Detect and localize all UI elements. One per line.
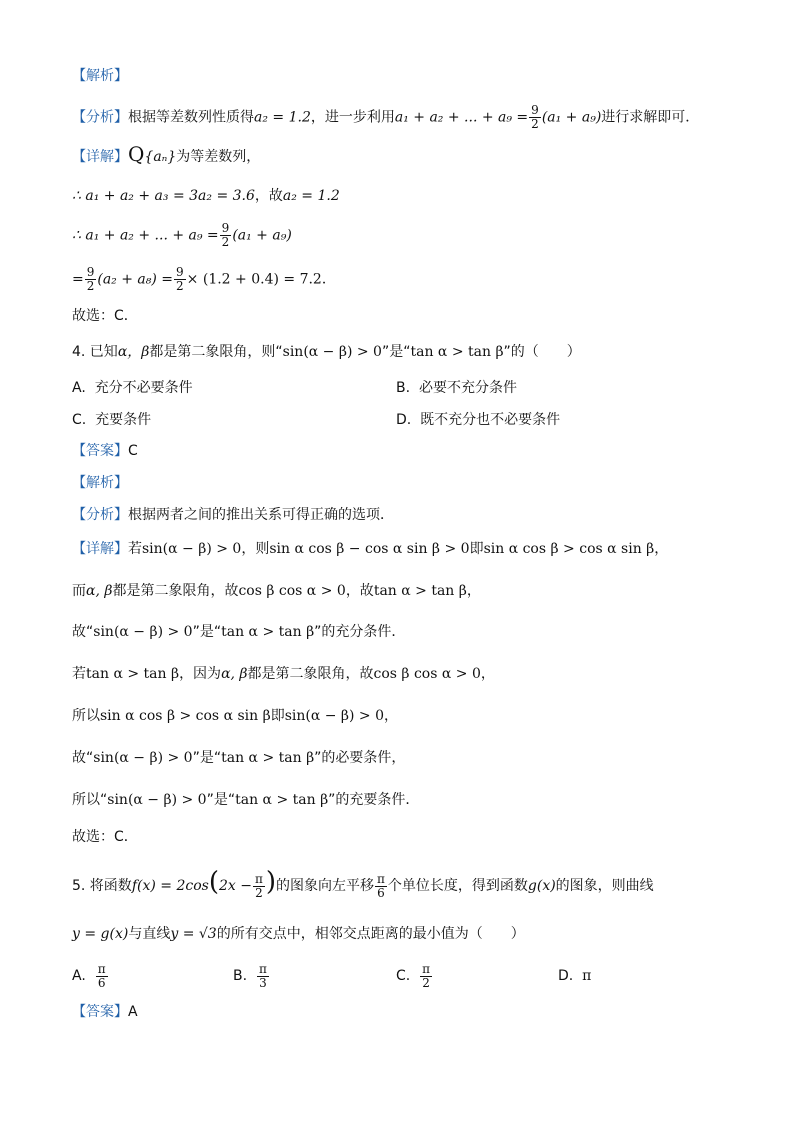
q4-option-b: B. 必要不充分条件 (396, 380, 517, 396)
q3-fenxi-line (72, 104, 699, 131)
jiexi-heading (72, 66, 128, 86)
q5-option-c: C. $\frac{\pi}{2}$ (396, 961, 431, 990)
q4-detail-3: 故“sin(α − β) > 0”是“tan α > tan β”的充分条件． (72, 624, 406, 640)
q5-option-d: D. π (558, 968, 592, 984)
jiexi-tag: 【解析】 (72, 68, 128, 84)
daan-tag: 【答案】 (72, 1004, 128, 1020)
fenxi-text: 根据等差数列性质得 (128, 109, 254, 126)
fenxi-tag: 【分析】 (72, 507, 128, 523)
q4-detail-7: 所以“sin(α − β) > 0”是“tan α > tan β”的充要条件． (72, 792, 420, 808)
q3-step2: ∴ a₁ + a₂ + ... + a₉ = $\frac{9}{2}$ (a₁ + a₉) (72, 221, 292, 249)
q4-answer-line (72, 441, 138, 461)
q4-detail-5: 所以sin α cos β > cos α sin β即sin(α − β) > 0， (72, 708, 399, 724)
fenxi-tag: 【分析】 (72, 109, 128, 126)
answer-value: C (128, 443, 138, 459)
q5-answer-line (72, 1002, 138, 1022)
fraction-pi-2: $\frac{\pi}{2}$ (254, 871, 263, 900)
q4-detail-6: 故“sin(α − β) > 0”是“tan α > tan β”的必要条件， (72, 750, 406, 766)
fraction-9-2: $\frac{9}{2}$ (86, 265, 95, 293)
q3-answer: 故选：C． (72, 308, 138, 324)
fraction-9-2: $\frac{9}{2}$ (221, 221, 230, 249)
fenxi-sum: a₁ + a₂ + ... + a₉ = (394, 109, 529, 126)
q5-stem-line-2: y = g(x)与直线y = √3的所有交点中，相邻交点距离的最小值为（ ） (72, 926, 525, 942)
q5-option-a: A. $\frac{\pi}{6}$ (72, 961, 106, 990)
q5-stem-line-1: 5. 将函数f(x) = 2cos(2x − $\frac{\pi}{2}$ )的图象向左平移 $\frac{\pi}{6}$ 个单位长度，得到函数g(x)的图象，则曲线 (72, 867, 654, 900)
q4-fenxi-line: 【分析】根据两者之间的推出关系可得正确的选项． (72, 507, 394, 523)
fenxi-text: 进行求解即可． (601, 109, 700, 126)
jiexi-tag: 【解析】 (72, 475, 128, 491)
fenxi-text: ，进一步利用 (310, 109, 395, 126)
xiangjie-tag: 【详解】 (72, 541, 128, 557)
xiangjie-tag: 【详解】 (72, 149, 128, 165)
q4-jiexi-line (72, 473, 128, 493)
q4-detail-1: 【详解】若sin(α − β) > 0，则sin α cos β − cos α sin β > 0即sin α cos β > cos α sin β， (72, 541, 669, 557)
q4-final-answer: 故选：C． (72, 829, 138, 845)
q3-step3: = $\frac{9}{2}$ (a₂ + a₈) = $\frac{9}{2}$ × (1.2 + 0.4) = 7.2． (72, 265, 336, 293)
q3-step1: ∴ a₁ + a₂ + a₃ = 3a₂ = 3.6，故a₂ = 1.2 (72, 188, 340, 204)
q4-detail-4: 若tan α > tan β，因为α, β都是第二象限角，故cos β cos α > 0， (72, 666, 495, 682)
q4-stem: 4. 已知α，β都是第二象限角，则“sin(α − β) > 0”是“tan α > tan β”的（ ） (72, 344, 581, 360)
q4-option-a: A. 充分不必要条件 (72, 380, 193, 396)
fenxi-paren: (a₁ + a₉) (541, 109, 602, 126)
q4-detail-2: 而α, β都是第二象限角，故cos β cos α > 0，故tan α > tan β， (72, 583, 481, 599)
q5-option-b: B. $\frac{\pi}{3}$ (233, 961, 267, 990)
daan-tag: 【答案】 (72, 443, 128, 459)
q-symbol: Q (128, 142, 145, 166)
q4-option-c: C. 充要条件 (72, 412, 152, 428)
q3-xiangjie-line: 【详解】Q{aₙ}为等差数列， (72, 142, 261, 166)
sequence: {aₙ} (144, 149, 177, 165)
q4-option-d: D. 既不充分也不必要条件 (396, 412, 561, 428)
fenxi-condition: a₂ = 1.2 (254, 109, 311, 126)
fraction-9-2: $\frac{9}{2}$ (531, 103, 539, 131)
answer-value: A (128, 1004, 138, 1020)
fraction-pi-6: $\frac{\pi}{6}$ (377, 871, 385, 900)
fraction-9-2: $\frac{9}{2}$ (176, 265, 184, 293)
